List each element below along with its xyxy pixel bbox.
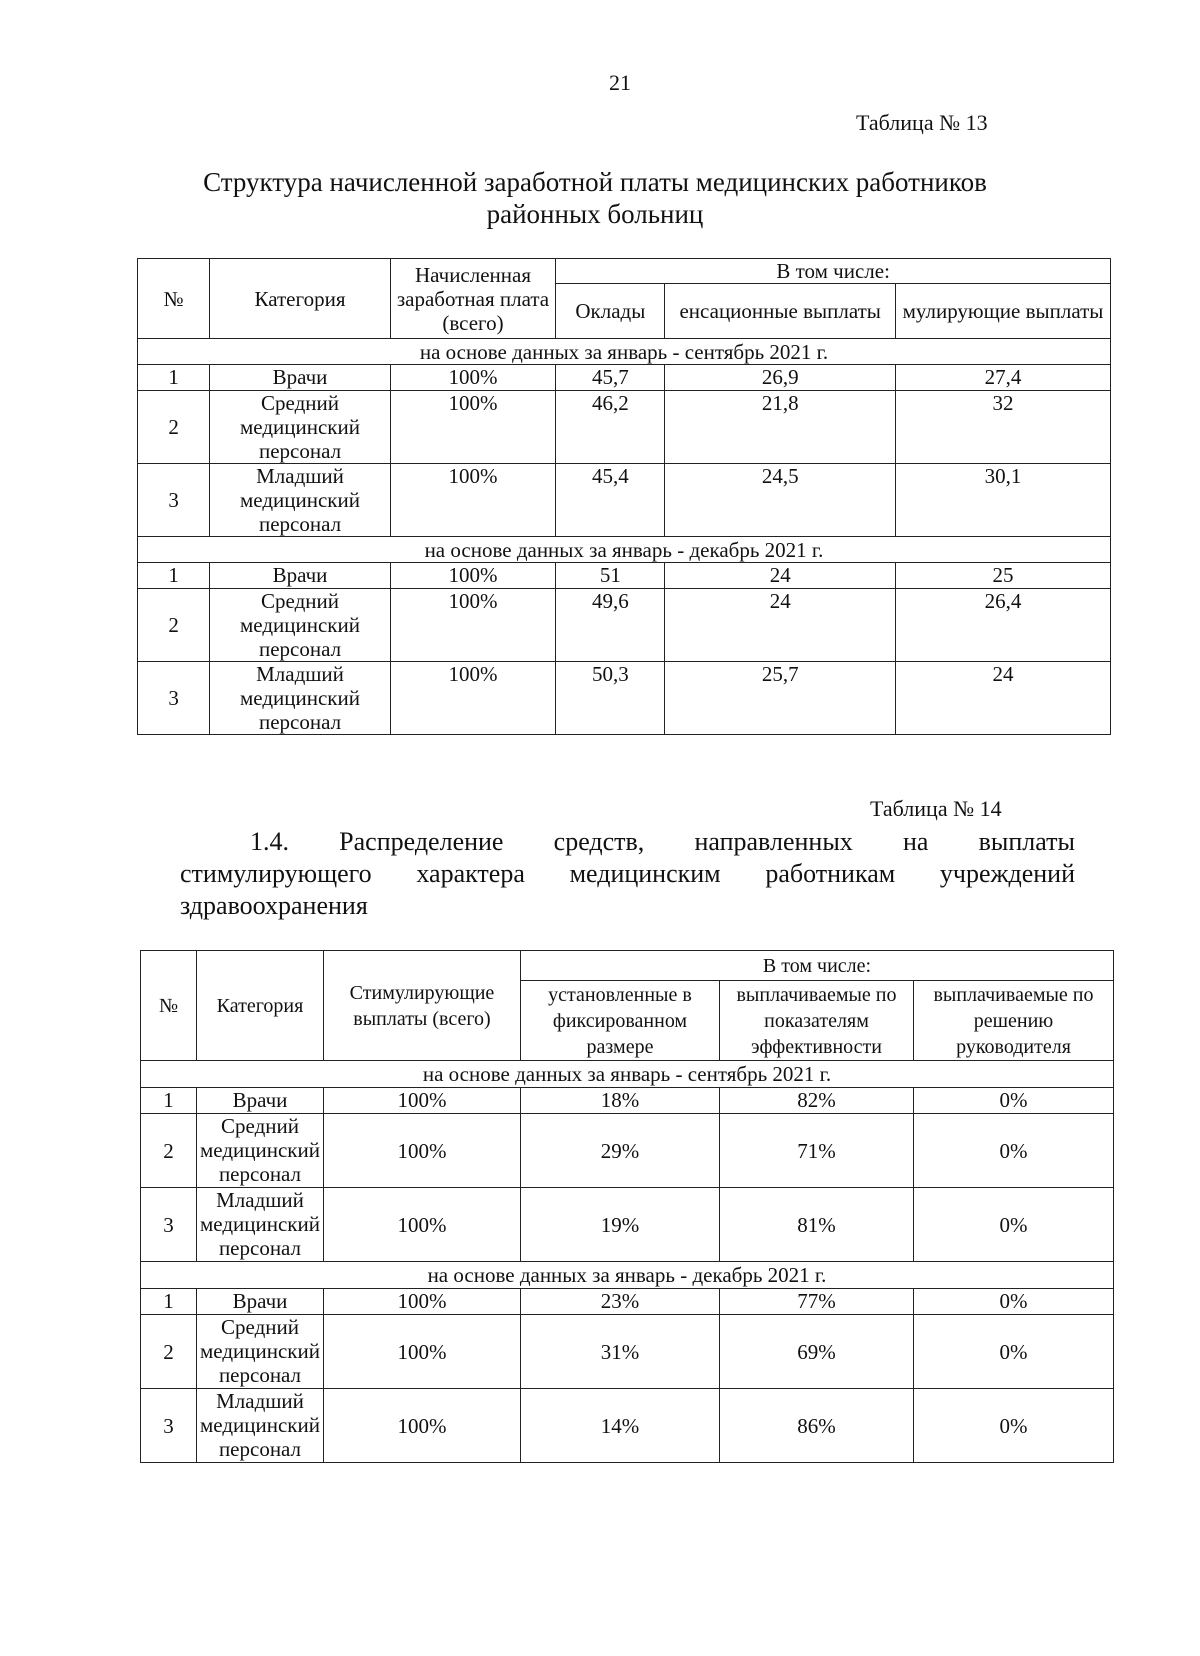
table-13-title-line: районных больниц	[486, 199, 704, 229]
cell-performance: 71%	[720, 1114, 914, 1188]
table-row	[141, 1114, 1114, 1188]
cell-performance: 82%	[720, 1088, 914, 1114]
cell-total: 100%	[324, 1188, 521, 1262]
cell-compensation: 21,8	[665, 391, 896, 464]
row-category	[210, 589, 390, 662]
row-category	[197, 1289, 324, 1315]
table-row	[141, 1289, 1114, 1315]
period-row	[138, 537, 1111, 563]
row-number: 3	[141, 1389, 197, 1463]
cell-total: 100%	[390, 391, 556, 464]
cell-total: 100%	[324, 1315, 521, 1389]
section-heading-word: 1.4.	[250, 827, 289, 856]
row-category	[197, 1188, 324, 1262]
row-number: 2	[141, 1114, 197, 1188]
header-incentive-text: мулирующие выплаты	[902, 299, 1104, 323]
cell-management: 0%	[914, 1289, 1114, 1315]
header-line: (всего)	[442, 310, 504, 335]
header-including: В том числе:	[556, 259, 1111, 284]
section-heading-word: характера	[416, 859, 525, 888]
section-heading-word: на	[902, 827, 929, 856]
header-category: Категория	[197, 951, 324, 1061]
category-line: медицинский	[200, 1212, 320, 1236]
header-performance	[720, 981, 914, 1061]
table-row	[141, 1315, 1114, 1389]
cell-total: 100%	[390, 365, 556, 391]
cell-fixed: 14%	[521, 1389, 720, 1463]
section-heading-word: медицинским	[569, 859, 721, 888]
row-category	[197, 1389, 324, 1463]
table-row	[141, 1088, 1114, 1114]
cell-total: 100%	[324, 1289, 521, 1315]
cell-incentive: 27,4	[896, 365, 1111, 391]
cell-incentive: 25	[896, 563, 1111, 589]
table-row	[138, 563, 1111, 589]
section-heading-word: выплаты	[978, 827, 1075, 856]
row-category	[210, 662, 390, 735]
category-line: Младший	[216, 1188, 304, 1212]
row-category	[210, 391, 390, 464]
category-line: Врачи	[272, 365, 328, 389]
category-line: Младший	[256, 662, 344, 686]
section-heading-word: Распределение	[339, 827, 504, 856]
category-line: медицинский	[240, 415, 360, 439]
header-line: руководителя	[956, 1035, 1071, 1058]
header-category: Категория	[210, 259, 390, 339]
row-number: 2	[141, 1315, 197, 1389]
cell-fixed: 23%	[521, 1289, 720, 1315]
cell-compensation: 25,7	[665, 662, 896, 735]
cell-total: 100%	[390, 464, 556, 537]
section-heading-word: средств,	[553, 827, 645, 856]
row-number: 3	[141, 1188, 197, 1262]
header-num: №	[141, 951, 197, 1061]
cell-performance: 77%	[720, 1289, 914, 1315]
cell-total: 100%	[390, 662, 556, 735]
cell-fixed: 31%	[521, 1315, 720, 1389]
cell-salaries: 49,6	[556, 589, 665, 662]
cell-salaries: 46,2	[556, 391, 665, 464]
row-category	[197, 1088, 324, 1114]
category-line: Врачи	[232, 1289, 288, 1313]
cell-total: 100%	[324, 1114, 521, 1188]
category-line: персонал	[258, 710, 342, 734]
period-label: на основе данных за январь - сентябрь 2021 г.	[141, 1061, 1114, 1088]
row-number: 1	[138, 563, 210, 589]
cell-management: 0%	[914, 1088, 1114, 1114]
section-heading-line	[180, 858, 1075, 890]
cell-incentive: 30,1	[896, 464, 1111, 537]
category-line: Врачи	[272, 563, 328, 587]
cell-compensation: 24	[665, 589, 896, 662]
header-line: фиксированном	[552, 1009, 688, 1032]
header-num: №	[138, 259, 210, 339]
cell-fixed: 18%	[521, 1088, 720, 1114]
cell-performance: 69%	[720, 1315, 914, 1389]
cell-management: 0%	[914, 1188, 1114, 1262]
row-number: 1	[138, 365, 210, 391]
page-number: 21	[609, 70, 631, 95]
header-line: заработная плата	[396, 286, 550, 311]
cell-incentive: 32	[896, 391, 1111, 464]
header-fixed	[521, 981, 720, 1061]
category-line: медицинский	[200, 1413, 320, 1437]
table-row	[138, 662, 1111, 735]
row-category	[210, 563, 390, 589]
row-number: 3	[138, 464, 210, 537]
category-line: персонал	[258, 439, 342, 463]
header-compensation-text: енсационные выплаты	[679, 299, 881, 323]
cell-total: 100%	[324, 1088, 521, 1114]
header-line: установленные в	[548, 983, 692, 1006]
cell-performance: 81%	[720, 1188, 914, 1262]
cell-performance: 86%	[720, 1389, 914, 1463]
category-line: Средний	[261, 391, 339, 415]
category-line: медицинский	[200, 1339, 320, 1363]
category-line: персонал	[218, 1236, 302, 1260]
cell-fixed: 29%	[521, 1114, 720, 1188]
header-accrued-total	[390, 259, 556, 339]
table-13-title	[180, 166, 1010, 230]
category-line: Младший	[256, 464, 344, 488]
header-incentive	[896, 284, 1111, 339]
row-number: 2	[138, 391, 210, 464]
table-14-caption: Таблица № 14	[870, 796, 1002, 821]
row-number: 1	[141, 1088, 197, 1114]
row-category	[197, 1114, 324, 1188]
header-including: В том числе:	[521, 951, 1114, 981]
header-incentive-total	[324, 951, 521, 1061]
table-row	[138, 365, 1111, 391]
period-row	[141, 1061, 1114, 1088]
cell-total: 100%	[390, 589, 556, 662]
category-line: медицинский	[240, 686, 360, 710]
header-line: эффективности	[750, 1035, 882, 1058]
cell-salaries: 50,3	[556, 662, 665, 735]
row-category	[210, 365, 390, 391]
cell-compensation: 24,5	[665, 464, 896, 537]
section-heading-line	[180, 826, 1075, 858]
category-line: Младший	[216, 1389, 304, 1413]
period-row	[141, 1262, 1114, 1289]
table-13-caption: Таблица № 13	[856, 110, 988, 135]
cell-total: 100%	[324, 1389, 521, 1463]
cell-fixed: 19%	[521, 1188, 720, 1262]
section-heading-line: здравоохранения	[180, 891, 368, 920]
cell-compensation: 24	[665, 563, 896, 589]
table-row	[141, 1188, 1114, 1262]
table-13-title-line: Структура начисленной заработной платы медицинских работников	[203, 167, 987, 197]
category-line: персонал	[218, 1363, 302, 1387]
category-line: персонал	[258, 637, 342, 661]
cell-salaries: 45,4	[556, 464, 665, 537]
cell-management: 0%	[914, 1114, 1114, 1188]
period-label: на основе данных за январь - сентябрь 2021 г.	[138, 339, 1111, 365]
cell-incentive: 26,4	[896, 589, 1111, 662]
category-line: персонал	[258, 512, 342, 536]
cell-salaries: 45,7	[556, 365, 665, 391]
table-row	[138, 391, 1111, 464]
cell-salaries: 51	[556, 563, 665, 589]
category-line: медицинский	[200, 1138, 320, 1162]
period-row	[138, 339, 1111, 365]
cell-compensation: 26,9	[665, 365, 896, 391]
section-heading-word: учреждений	[939, 859, 1075, 888]
category-line: Врачи	[232, 1088, 288, 1112]
row-category	[210, 464, 390, 537]
table-row	[138, 464, 1111, 537]
section-heading-word: направленных	[694, 827, 853, 856]
header-line: решению	[973, 1009, 1054, 1032]
category-line: медицинский	[240, 488, 360, 512]
row-number: 3	[138, 662, 210, 735]
cell-incentive: 24	[896, 662, 1111, 735]
category-line: Средний	[261, 589, 339, 613]
period-label: на основе данных за январь - декабрь 2021 г.	[138, 537, 1111, 563]
table-row	[141, 1389, 1114, 1463]
salary-structure-table	[137, 258, 1111, 735]
period-label: на основе данных за январь - декабрь 2021 г.	[141, 1262, 1114, 1289]
section-heading-word: стимулирующего	[180, 859, 372, 888]
cell-management: 0%	[914, 1315, 1114, 1389]
section-heading-word: работникам	[765, 859, 896, 888]
category-line: персонал	[218, 1437, 302, 1461]
header-line: выплачиваемые по	[736, 983, 897, 1006]
category-line: Средний	[221, 1315, 299, 1339]
header-line: размере	[586, 1035, 654, 1058]
row-number: 2	[138, 589, 210, 662]
category-line: Средний	[221, 1114, 299, 1138]
header-line: выплаты (всего)	[353, 1007, 491, 1030]
header-salaries: Оклады	[556, 284, 665, 339]
cell-total: 100%	[390, 563, 556, 589]
category-line: персонал	[218, 1162, 302, 1186]
incentive-distribution-table	[140, 950, 1114, 1463]
header-line: показателям	[764, 1009, 869, 1032]
category-line: медицинский	[240, 613, 360, 637]
section-heading	[180, 826, 1075, 922]
table-row	[138, 589, 1111, 662]
header-compensation	[665, 284, 896, 339]
header-management	[914, 981, 1114, 1061]
row-category	[197, 1315, 324, 1389]
header-line: Начисленная	[414, 262, 532, 287]
cell-management: 0%	[914, 1389, 1114, 1463]
header-line: Стимулирующие	[349, 981, 495, 1004]
header-line: выплачиваемые по	[933, 983, 1094, 1006]
row-number: 1	[141, 1289, 197, 1315]
